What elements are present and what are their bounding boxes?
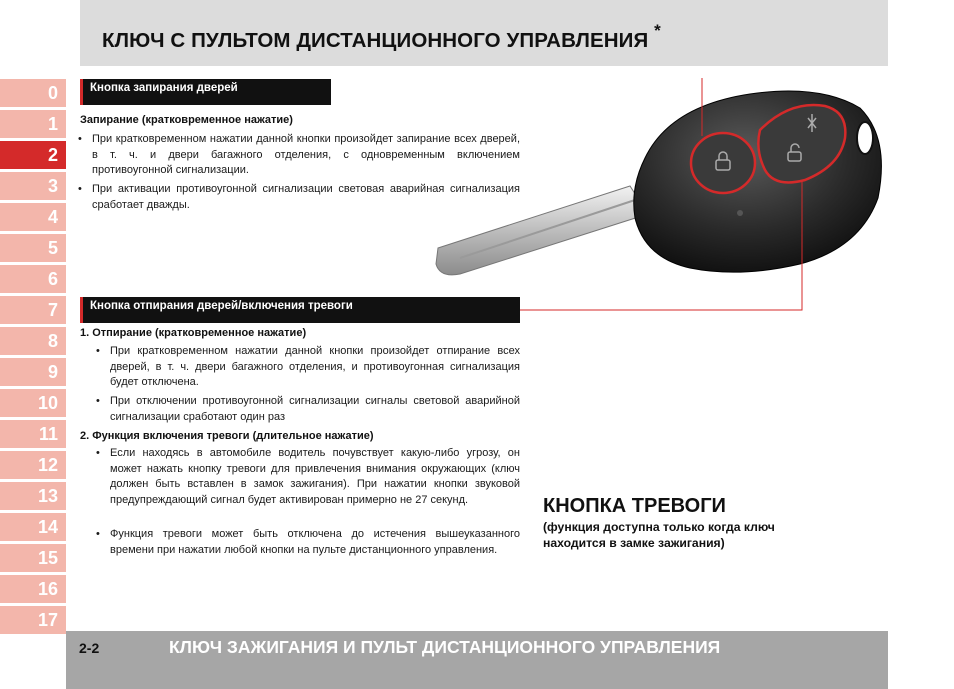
footer-title: КЛЮЧ ЗАЖИГАНИЯ И ПУЛЬТ ДИСТАНЦИОННОГО УПРАВЛЕНИЯ [169,637,721,657]
lock-button[interactable] [691,133,755,193]
chapter-tab-13[interactable]: 13 [0,482,66,510]
chapter-tab-16[interactable]: 16 [0,575,66,603]
alarm-button-title: КНОПКА ТРЕВОГИ [543,495,726,517]
chapter-tab-3[interactable]: 3 [0,172,66,200]
chapter-tab-14[interactable]: 14 [0,513,66,541]
lock-callout-line [420,78,702,136]
chapter-tab-7[interactable]: 7 [0,296,66,324]
chapter-tab-2[interactable]: 2 [0,141,66,169]
key-body [634,91,882,272]
lock-bullet-2: • При активации противоугонной сигнализации световая аварийная сигнализация сработает дважды. [92,182,520,213]
unlock-bullet-2: • При отключении противоугонной сигнализации сигналы световой аварийной сигнализации сработают один раз [110,394,520,425]
unlock-item2-heading: 2. Функция включения тревоги (длительное нажатие) [80,430,374,442]
chapter-tab-0[interactable]: 0 [0,79,66,107]
chapter-tab-5[interactable]: 5 [0,234,66,262]
chapter-tab-10[interactable]: 10 [0,389,66,417]
page-number: 2-2 [79,640,100,656]
section-label-unlock: Кнопка отпирания дверей/включения тревоги [80,297,520,323]
unlock-item1-heading: 1. Отпирание (кратковременное нажатие) [80,327,307,339]
chapter-tab-1[interactable]: 1 [0,110,66,138]
chapter-tab-11[interactable]: 11 [0,420,66,448]
lock-bullet-1: • При кратковременном нажатии данной кнопки произойдет запирание всех дверей, в т. ч. и двери багажного отделения, с одновременным включением противоугонной сигнализации. [92,132,520,179]
unlock-bullet-1: • При кратковременном нажатии данной кнопки произойдет отпирание всех дверей, в т. ч. двери багажного отделения, и противоугонная сигнализация будет отключена. [110,344,520,391]
alarm-button-subtitle: (функция доступна только когда ключ находится в замке зажигания) [543,520,775,550]
chapter-tab-8[interactable]: 8 [0,327,66,355]
footer-bar [66,631,888,689]
title-asterisk: * [654,21,661,40]
lock-subheading: Запирание (кратковременное нажатие) [80,114,293,126]
chapter-tab-4[interactable]: 4 [0,203,66,231]
page-title: КЛЮЧ С ПУЛЬТОМ ДИСТАНЦИОННОГО УПРАВЛЕНИЯ * [102,21,661,52]
chapter-tab-15[interactable]: 15 [0,544,66,572]
key-ring-hole [857,122,873,154]
chapter-tab-17[interactable]: 17 [0,606,66,634]
header-bar [80,0,888,66]
section-label-lock: Кнопка запирания дверей [80,79,331,105]
chapter-tab-9[interactable]: 9 [0,358,66,386]
alarm-bullet-2: • Функция тревоги может быть отключена до истечения вышеуказанного времени при нажатии любой кнопки на пульте дистанционного управления. [110,527,520,558]
led-indicator [737,210,743,216]
alarm-bullet-1: • Если находясь в автомобиле водитель почувствует какую-либо угрозу, он может нажать кнопку тревоги для привлечения внимания окружающих (ключ должен быть вставлен в замок зажигания). При нажатии кнопки звуковой предупреждающий сигнал будет активирован примерно не 27 секунд. [110,446,520,508]
chapter-tab-6[interactable]: 6 [0,265,66,293]
chapter-tab-12[interactable]: 12 [0,451,66,479]
